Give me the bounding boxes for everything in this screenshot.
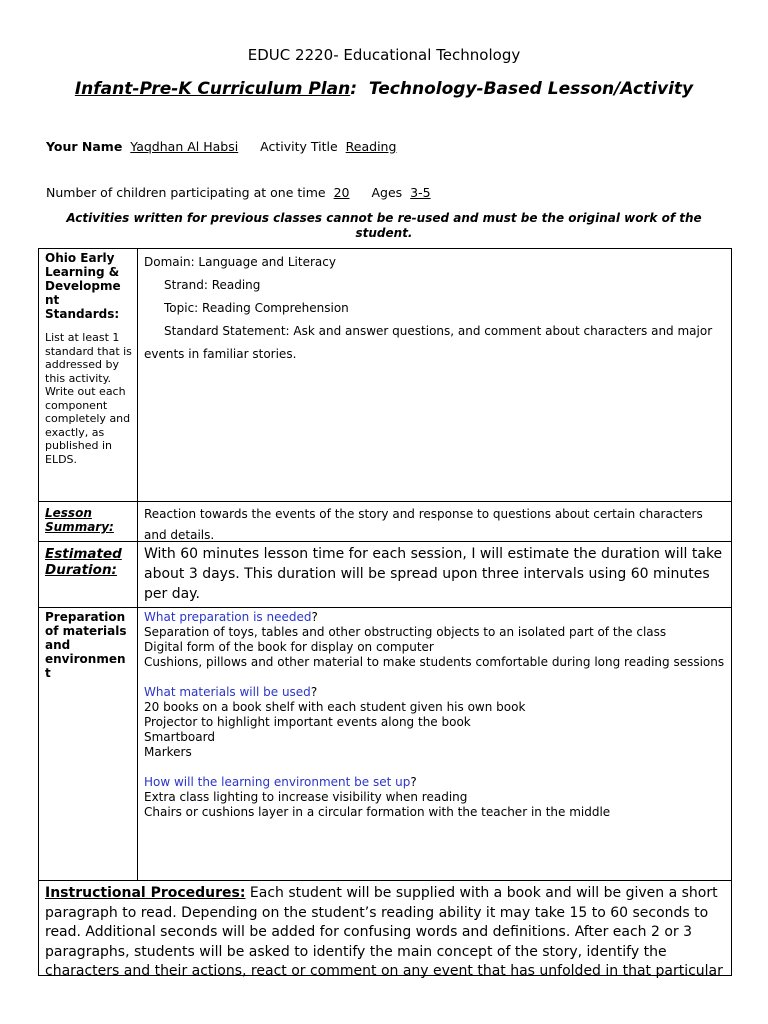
preparation-row	[39, 608, 731, 881]
list-item: 20 books on a book shelf with each student given his own book	[144, 700, 526, 714]
duration-text: With 60 minutes lesson time for each session, I will estimate the duration will take about 3 days. This duration will be spread upon three intervals using 60 minutes per day.	[144, 546, 723, 602]
list-item: Projector to highlight important events along the book	[144, 715, 471, 729]
ages-value: 3-5	[410, 185, 431, 200]
course-title: EDUC 2220- Educational Technology	[247, 46, 521, 64]
procedures-content	[39, 881, 731, 979]
standards-content	[138, 249, 731, 501]
name-value: Yaqdhan Al Habsi	[130, 139, 239, 154]
standard-strand: Strand: Reading	[164, 278, 261, 292]
standard-statement: Standard Statement: Ask and answer questions, and comment about characters and major events in familiar stories.	[144, 324, 713, 361]
list-item: Cushions, pillows and other material to make students comfortable during long reading sessions	[144, 655, 725, 669]
name-label: Your Name	[46, 139, 123, 154]
plan-title-colon: :	[350, 79, 358, 99]
summary-text: Reaction towards the events of the story and response to questions about certain characters and details.	[144, 507, 703, 542]
standards-instructions: List at least 1 standard that is addressed by this activity. Write out each component completely and exactly, as published in ELDS.	[45, 331, 132, 466]
list-item: Extra class lighting to increase visibility when reading	[144, 790, 468, 804]
plan-title	[0, 79, 768, 99]
list-item: Chairs or cushions layer in a circular formation with the teacher in the middle	[144, 805, 611, 819]
curriculum-table	[38, 248, 732, 979]
procedures-text: Each student will be supplied with a book and will be given a short paragraph to read. Depending on the student’s reading ability it may take 15 to 60 seconds to read. Additional seconds will be added for confusing words and definitions. After each 2 or 3 paragraphs, students will be asked to identify the main concept of the story, identify the characters and their actions, react or comment on any event that has unfolded in that particular	[45, 885, 723, 979]
standards-label: Ohio Early Learning & Developme nt Standards:	[45, 251, 121, 321]
standard-domain: Domain: Language and Literacy	[144, 255, 336, 269]
ages-label: Ages	[371, 185, 403, 200]
activity-title-label: Activity Title	[260, 139, 338, 154]
duration-row	[39, 542, 731, 608]
list-item: Markers	[144, 745, 192, 759]
participants-line	[46, 185, 431, 200]
materials-question: What materials will be used	[144, 685, 311, 699]
plan-title-main: Infant-Pre-K Curriculum Plan	[74, 79, 351, 99]
preparation-label: Preparation of materials and environmen t	[39, 608, 138, 880]
children-value: 20	[333, 185, 350, 200]
plan-title-sub: Technology-Based Lesson/Activity	[368, 79, 694, 99]
standard-topic: Topic: Reading Comprehension	[164, 301, 349, 315]
preparation-content: What preparation is needed? Separation of toys, tables and other obstructing objects to an isolated part of the class Digital form of the book for display on computer Cushions, pillows and other material to make students comfortable during long reading sessions What materials will be used? 20 books on a book shelf with each student given his own book Projector to highlight important events along the book Smartboard Markers How will the learning environment be set up? Extra class lighting to increase visibility when reading Chairs or cushions layer in a circular formation with the teacher in the middle	[144, 610, 725, 819]
activity-title-value: Reading	[345, 139, 397, 154]
name-line	[46, 139, 396, 154]
children-label: Number of children participating at one time	[46, 185, 326, 200]
originality-notice: Activities written for previous classes cannot be re-used and must be the original work of the student.	[66, 211, 702, 240]
standards-row	[39, 249, 731, 502]
duration-label: Estimated Duration:	[39, 542, 138, 607]
summary-row	[39, 502, 731, 542]
environment-question: How will the learning environment be set up	[144, 775, 411, 789]
summary-label: Lesson Summary:	[39, 502, 138, 541]
preparation-question: What preparation is needed	[144, 610, 312, 624]
list-item: Separation of toys, tables and other obstructing objects to an isolated part of the class	[144, 625, 667, 639]
procedures-label: Instructional Procedures:	[45, 885, 246, 901]
list-item: Digital form of the book for display on computer	[144, 640, 434, 654]
procedures-row	[39, 881, 731, 979]
list-item: Smartboard	[144, 730, 215, 744]
standards-label-cell	[39, 249, 138, 501]
